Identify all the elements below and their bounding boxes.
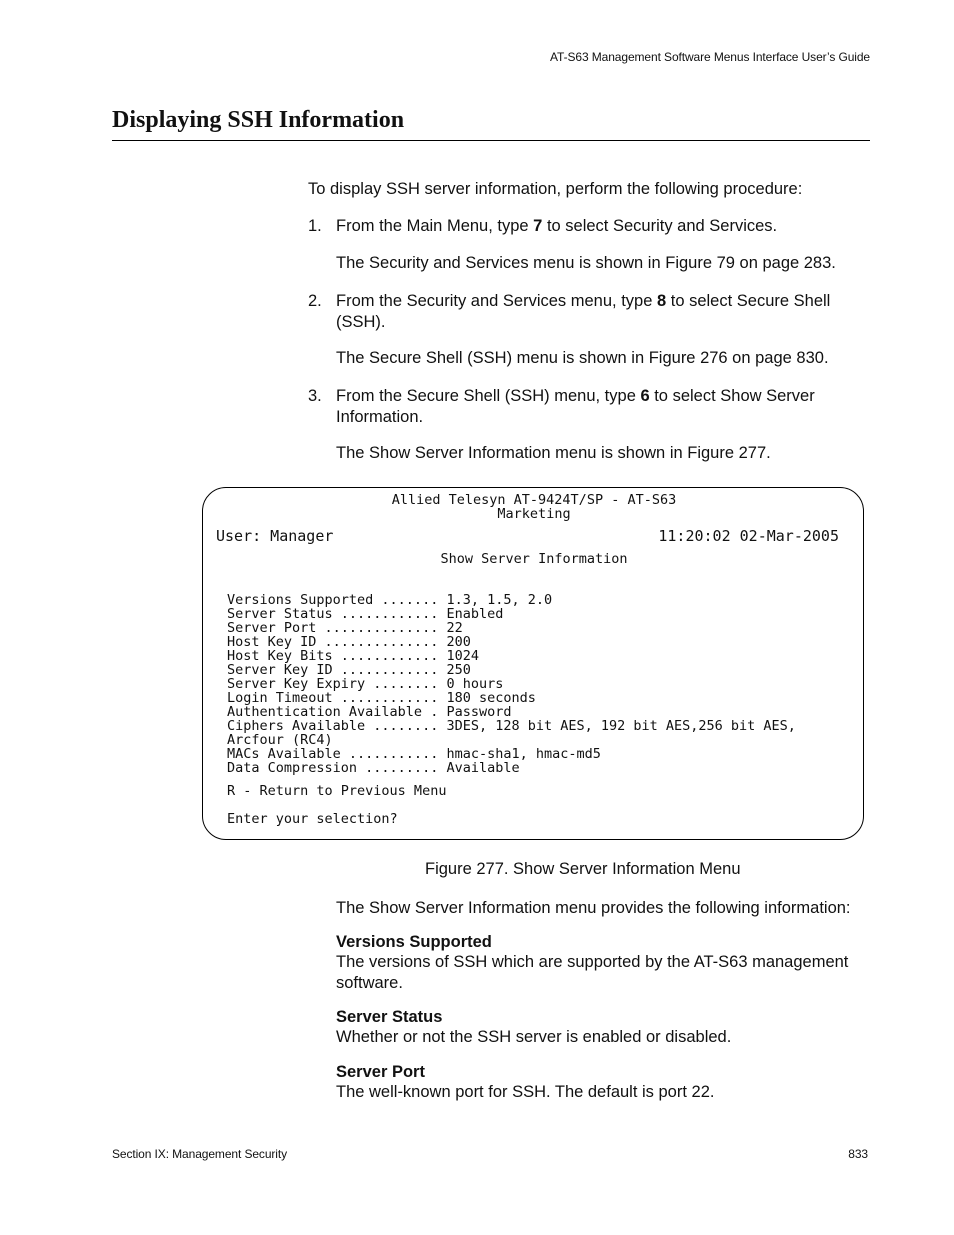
return-option[interactable]: R - Return to Previous Menu: [227, 783, 447, 799]
info-line: Host Key Bits ............ 1024: [227, 648, 479, 664]
figure-caption: Figure 277. Show Server Information Menu: [425, 860, 741, 878]
info-line: Versions Supported ....... 1.3, 1.5, 2.0: [227, 592, 553, 608]
definition-term: Versions Supported: [336, 933, 492, 951]
definition-desc: Whether or not the SSH server is enabled or disabled.: [336, 1028, 732, 1046]
info-line: Data Compression ......... Available: [227, 760, 520, 776]
step-key: 6: [640, 387, 650, 405]
footer-section: Section IX: Management Security: [112, 1147, 287, 1161]
terminal-user: User: Manager: [216, 527, 334, 545]
section-title: Displaying SSH Information: [112, 107, 405, 133]
step-number: 2.: [308, 292, 322, 310]
definition-desc: The versions of SSH which are supported by the AT-S63 management software.: [336, 953, 849, 992]
step-text: From the Security and Services menu, type 8 to select Secure Shell (SSH).: [336, 292, 831, 331]
info-line: Login Timeout ............ 180 seconds: [227, 690, 536, 706]
description-intro: The Show Server Information menu provides the following information:: [336, 899, 851, 917]
terminal-screen: [202, 487, 864, 840]
selection-prompt[interactable]: Enter your selection?: [227, 811, 398, 827]
info-line: Ciphers Available ........ 3DES, 128 bit AES, 192 bit AES,256 bit AES,: [227, 718, 796, 734]
info-line: Arcfour (RC4): [227, 732, 333, 748]
step-note: The Security and Services menu is shown in Figure 79 on page 283.: [336, 254, 836, 272]
step-key: 7: [533, 217, 543, 235]
step-text: From the Secure Shell (SSH) menu, type 6 to select Show Server Information.: [336, 387, 815, 426]
step-number: 3.: [308, 387, 322, 405]
info-line: MACs Available ........... hmac-sha1, hmac-md5: [227, 746, 601, 762]
step-number: 1.: [308, 217, 322, 235]
terminal-device-line: Allied Telesyn AT-9424T/SP - AT-S63: [391, 492, 677, 508]
step-note: The Show Server Information menu is shown in Figure 277.: [336, 444, 771, 462]
terminal-location: Marketing: [497, 506, 571, 522]
info-line: Host Key ID .............. 200: [227, 634, 471, 650]
definition-desc: The well-known port for SSH. The default is port 22.: [336, 1083, 715, 1101]
step-note: The Secure Shell (SSH) menu is shown in Figure 276 on page 830.: [336, 349, 829, 367]
terminal-datetime: 11:20:02 02-Mar-2005: [658, 527, 839, 545]
title-divider: [112, 140, 870, 141]
definition-term: Server Status: [336, 1008, 443, 1026]
server-info-list: [227, 593, 796, 775]
running-header: AT-S63 Management Software Menus Interface User’s Guide: [550, 50, 870, 64]
terminal-menu-title: Show Server Information: [440, 551, 628, 567]
info-line: Server Status ............ Enabled: [227, 606, 504, 622]
step-key: 8: [656, 292, 667, 310]
definition-term: Server Port: [336, 1063, 425, 1081]
intro-paragraph: To display SSH server information, perform the following procedure:: [308, 180, 803, 198]
step-text: From the Main Menu, type 7 to select Security and Services.: [336, 217, 778, 235]
info-line: Server Key Expiry ........ 0 hours: [227, 676, 504, 692]
info-line: Authentication Available . Password: [227, 704, 512, 720]
info-line: Server Port .............. 22: [227, 620, 463, 636]
info-line: Server Key ID ............ 250: [227, 662, 471, 678]
page-number: 833: [848, 1147, 868, 1161]
